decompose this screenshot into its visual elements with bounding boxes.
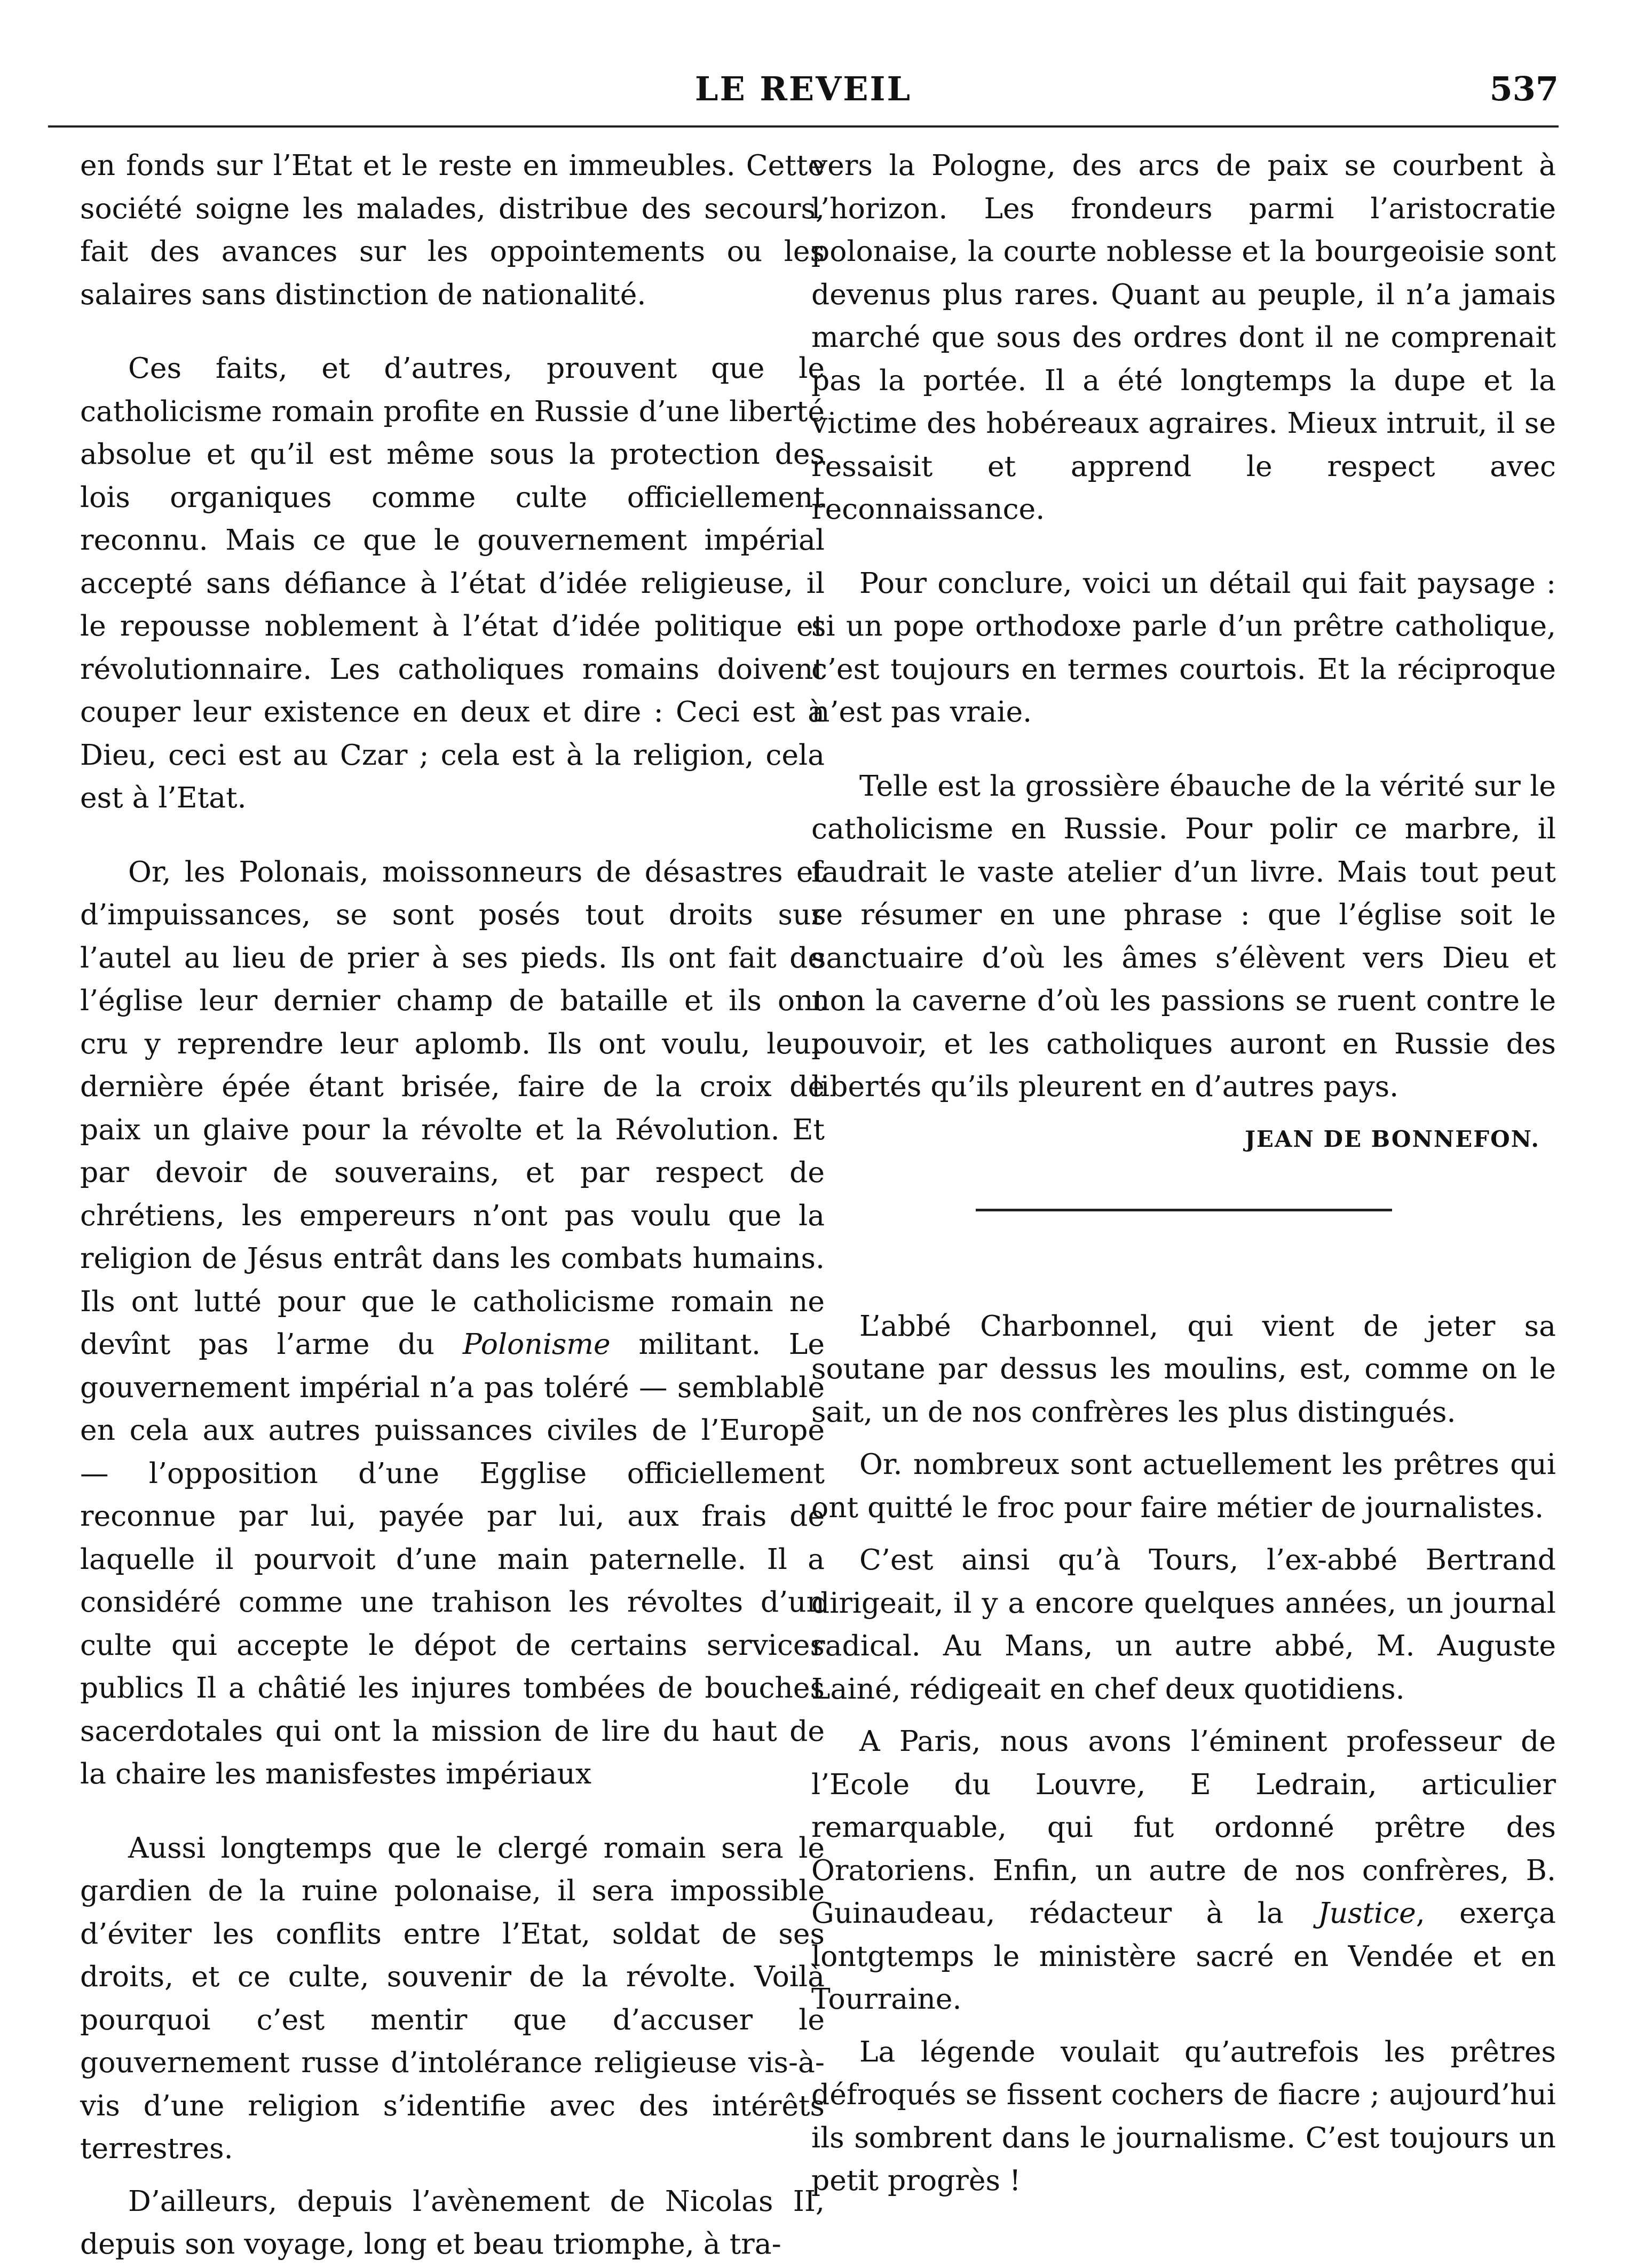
author-signature: JEAN DE BONNEFON. xyxy=(1245,1125,1540,1152)
text-run: , exerça lontgtemps le ministère sacré en Vendée et en Tourraine. xyxy=(811,1896,1556,2016)
paragraph xyxy=(80,851,825,1796)
paragraph: D’ailleurs, depuis l’avènement de Nicolas II, depuis son voyage, long et beau triomphe, à tra- xyxy=(80,2184,825,2261)
paragraph: Ces faits, et d’autres, prouvent que le catholicisme romain profite en Russie d’une liberté absolue et qu’il est même sous la protection des lois organiques comme culte officiellement reconnu. Mais ce que le gouvernement impérial accepté sans défiance à l’état d’idée religieuse, il le repousse noblement à l’état d’idée politique et révolutionnaire. Les catholiques romains doivent couper leur existence en deux et dire : Ceci est à Dieu, ceci est au Czar ; cela est à la religion, cela est à l’Etat. xyxy=(80,351,825,814)
left-column xyxy=(80,144,825,2266)
section-separator xyxy=(976,1209,1392,1211)
text-run: Or, les Polonais, moissonneurs de désastres et d’impuissances, se sont posés tout droits sur l’autel au lieu de prier à ses pieds. Ils ont fait de l’église leur dernier champ de bataille et ils ont cru y reprendre leur aplomb. Ils ont voulu, leur dernière épée étant brisée, faire de la croix de paix un glaive pour la révolte et la Révolution. Et par devoir de souverains, et par respect de chrétiens, les empereurs n’ont pas voulu que la religion de Jésus entrât dans les combats humains. Ils ont lutté pour que le catholicisme romain ne devînt pas l’arme du xyxy=(80,854,825,1361)
paragraph: C’est ainsi qu’à Tours, l’ex-abbé Bertrand dirigeait, il y a encore quelques années, un journal radical. Au Mans, un autre abbé, M. Auguste Lainé, rédigeait en chef deux quotidiens. xyxy=(811,1543,1556,1706)
paragraph: Aussi longtemps que le clergé romain sera le gardien de la ruine polonaise, il sera impossible d’éviter les conflits entre l’Etat, soldat de ses droits, et ce culte, souvenir de la révolte. Voilà pourquoi c’est mentir que d’accuser le gouvernement russe d’intolérance religieuse vis-à-vis d’une religion s’identifie avec des intérêts terrestres. xyxy=(80,1830,825,2165)
italic-term: Polonisme xyxy=(462,1327,611,1361)
header-rule xyxy=(48,125,1559,128)
running-title: LE REVEIL xyxy=(694,69,912,108)
text-run: A Paris, nous avons l’éminent professeur de l’Ecole du Louvre, E Ledrain, articulier remarquable, qui fut ordonné prêtre des Oratoriens. Enfin, un autre de nos confrères, B. Guinaudeau, rédacteur à la xyxy=(811,1724,1556,1930)
right-column xyxy=(811,144,1556,2202)
paragraph: en fonds sur l’Etat et le reste en immeubles. Cette société soigne les malades, distribue des secours, fait des avances sur les oppointements ou les salaires sans distinction de nationalité. xyxy=(80,148,825,311)
paragraph: Pour conclure, voici un détail qui fait paysage : si un pope orthodoxe parle d’un prêtre catholique, c’est toujours en termes courtois. Et la réciproque n’est pas vraie. xyxy=(811,566,1556,728)
paragraph: Telle est la grossière ébauche de la vérité sur le catholicisme en Russie. Pour polir ce marbre, il faudrait le vaste atelier d’un livre. Mais tout peut se résumer en une phrase : que l’église soit le sanctuaire d’où les âmes s’élèvent vers Dieu et non la caverne d’où les passions se ruent contre le pouvoir, et les catholiques auront en Russie des libertés qu’ils pleurent en d’autres pays. xyxy=(811,768,1556,1103)
running-head xyxy=(48,69,1559,117)
text-run: militant. Le gouvernement impérial n’a pas toléré — semblable en cela aux autres puissances civiles de l’Europe — l’opposition d’une Egglise officiellement reconnue par lui, payée par lui, aux frais de laquelle il pourvoit d’une main paternelle. Il a considéré comme une trahison les révoltes d’un culte qui accepte le dépot de certains services publics Il a châtié les injures tombées de bouches sacerdotales qui ont la mission de lire du haut de la chaire les manisfestes impériaux xyxy=(80,1327,825,1790)
italic-newspaper-name: Justice xyxy=(1318,1896,1416,1930)
paragraph: Or. nombreux sont actuellement les prêtres qui ont quitté le froc pour faire métier de journalistes. xyxy=(811,1447,1556,1524)
paragraph: L’abbé Charbonnel, qui vient de jeter sa soutane par dessus les moulins, est, comme on le sait, un de nos confrères les plus distingués. xyxy=(811,1309,1556,1429)
paragraph: La légende voulait qu’autrefois les prêtres défroqués se fissent cochers de fiacre ; aujourd’hui ils sombrent dans le journalisme. C’est toujours un petit progrès ! xyxy=(811,2034,1556,2197)
paragraph xyxy=(811,1720,1556,2021)
paragraph: vers la Pologne, des arcs de paix se courbent à l’horizon. Les frondeurs parmi l’aristocratie polonaise, la courte noblesse et la bourgeoisie sont devenus plus rares. Quant au peuple, il n’a jamais marché que sous des ordres dont il ne comprenait pas la portée. Il a été longtemps la dupe et la victime des hobéreaux agraires. Mieux intruit, il se ressaisit et apprend le respect avec reconnaissance. xyxy=(811,148,1556,526)
page-number: 537 xyxy=(1489,69,1559,108)
